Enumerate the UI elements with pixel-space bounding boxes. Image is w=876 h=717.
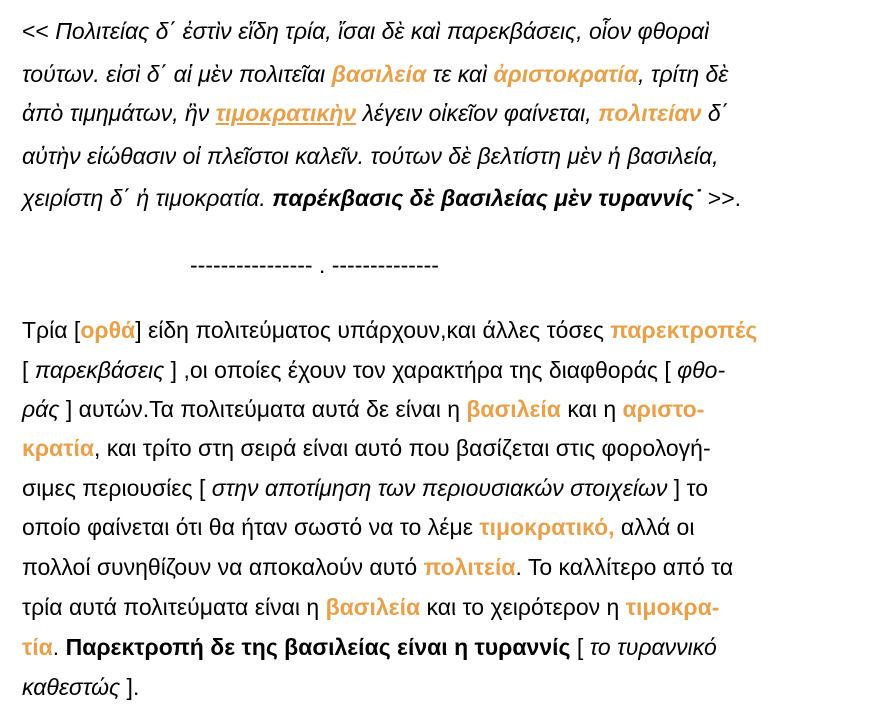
modern-text: ] είδη πολιτεύματος υπάρχουν,και άλλες τόσες — [135, 317, 611, 343]
greek-text: αὐτὴν εἰώθασιν οἱ πλεῖστοι καλεῖν. τούτων δὲ βελτίστη μὲν ἡ βασιλεία, — [22, 143, 719, 169]
greek-line-1 — [22, 16, 709, 46]
modern-text: . Το καλλίτερο από τα — [515, 554, 734, 580]
modern-line-8 — [22, 592, 719, 622]
highlight-term: ἀριστοκρατία — [493, 61, 639, 87]
highlight-term: κρατία — [22, 435, 94, 461]
modern-text: και η — [560, 396, 623, 422]
modern-line-4 — [22, 433, 711, 463]
modern-line-3 — [22, 394, 704, 424]
greek-line-5 — [22, 183, 741, 213]
modern-text: αλλά οι — [614, 514, 695, 540]
highlight-term: ορθά — [80, 317, 136, 343]
greek-line-2 — [22, 59, 728, 89]
modern-text: οποίο φαίνεται ότι θα ήταν σωστό να το λέμε — [22, 514, 480, 540]
open-quote: << — [22, 18, 56, 44]
modern-line-6 — [22, 512, 694, 542]
greek-line-4 — [22, 141, 718, 171]
modern-text: ]. — [120, 674, 140, 700]
highlight-term: βασιλεία — [466, 396, 561, 422]
modern-text: Τρία [ — [22, 317, 81, 343]
greek-text: ἀπὸ τιμημάτων, ἣν — [22, 100, 216, 126]
italic-gloss: παρεκβάσεις — [34, 357, 165, 383]
modern-text: τρία αυτά πολιτεύματα είναι η — [22, 594, 326, 620]
highlight-term: παρεκτροπές — [610, 317, 758, 343]
modern-text: πολλοί συνηθίζουν να αποκαλούν αυτό — [22, 554, 424, 580]
highlight-term: τιμοκρα- — [625, 594, 720, 620]
separator: ---------------- . -------------- — [190, 252, 439, 278]
italic-gloss: φθο- — [677, 357, 726, 383]
modern-line-10 — [22, 672, 139, 702]
highlight-term-underlined: τιμοκρατικὴν — [215, 100, 357, 126]
bold-phrase: παρέκβασις δὲ βασιλείας μὲν τυραννίς˙ — [272, 185, 702, 211]
greek-text: , τρίτη δὲ — [638, 61, 729, 87]
greek-text: Πολιτείας δ΄ ἐστὶν εἴδη τρία, ἴσαι δὲ καὶ παρεκβάσεις, οἷον φθοραὶ — [55, 18, 710, 44]
greek-text: δ΄ — [701, 100, 729, 126]
italic-gloss: το τυραννικό — [589, 634, 717, 660]
highlight-term: αριστο- — [622, 396, 705, 422]
greek-text: χειρίστη δ΄ ἡ τιμοκρατία. — [22, 185, 273, 211]
italic-gloss: στην αποτίμηση των περιουσιακών στοιχείων — [211, 475, 668, 501]
modern-text: ] το — [667, 475, 709, 501]
modern-line-2 — [22, 355, 725, 385]
italic-gloss: ράς — [22, 396, 60, 422]
greek-text: τε καὶ — [426, 61, 494, 87]
highlight-term: πολιτείαν — [598, 100, 702, 126]
bold-phrase: Παρεκτροπή δε της βασιλείας είναι η τυραννίς — [65, 634, 571, 660]
greek-text: τούτων. εἰσὶ δ΄ αἱ μὲν πολιτεῖαι — [22, 61, 332, 87]
highlight-term: τιμοκρατικό, — [479, 514, 615, 540]
greek-line-3 — [22, 98, 728, 128]
highlight-term: τία — [22, 634, 53, 660]
highlight-term: πολιτεία — [423, 554, 516, 580]
modern-text: , και τρίτο στη σειρά είναι αυτό που βασίζεται στις φορολογή- — [94, 435, 711, 461]
close-quote: >>. — [701, 185, 742, 211]
modern-text: . — [52, 634, 66, 660]
modern-text: σιμες περιουσίες [ — [22, 475, 212, 501]
modern-text: [ — [570, 634, 590, 660]
modern-text: [ — [22, 357, 35, 383]
modern-text: ] ,οι οποίες έχουν τον χαρακτήρα της διαφθοράς [ — [164, 357, 678, 383]
highlight-term: βασιλεία — [331, 61, 427, 87]
modern-text: και το χειρότερον η — [420, 594, 626, 620]
modern-line-9 — [22, 632, 717, 662]
greek-text: λέγειν οἰκεῖον φαίνεται, — [356, 100, 599, 126]
modern-line-5 — [22, 473, 708, 503]
modern-line-1 — [22, 315, 757, 345]
modern-line-7 — [22, 552, 733, 582]
highlight-term: βασιλεία — [325, 594, 421, 620]
modern-text: ] αυτών.Τα πολιτεύματα αυτά δε είναι η — [59, 396, 467, 422]
italic-gloss: καθεστώς — [22, 674, 121, 700]
